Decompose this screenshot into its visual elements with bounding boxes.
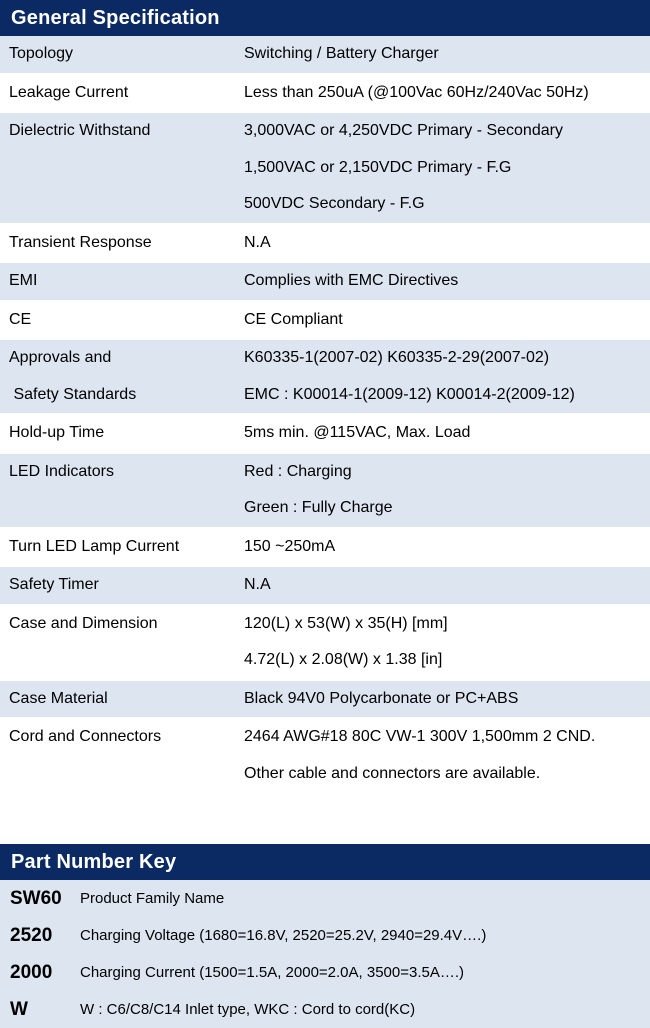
- spec-row: [0, 225, 650, 264]
- spec-values: [236, 113, 650, 223]
- spec-value-line: 120(L) x 53(W) x 35(H) [mm]: [244, 614, 448, 632]
- spec-row: [0, 681, 650, 720]
- spec-label: [0, 415, 236, 452]
- spec-value-line: 150 ~250mA: [244, 537, 336, 555]
- spec-row: [0, 340, 650, 415]
- spec-value-line: 2464 AWG#18 80C VW-1 300V 1,500mm 2 CND.: [244, 728, 596, 745]
- spec-value-line: Switching / Battery Charger: [244, 45, 439, 62]
- spec-value-line: Less than 250uA (@100Vac 60Hz/240Vac 50Hz): [244, 83, 589, 101]
- part-number-row: [0, 954, 650, 991]
- spec-label: [0, 340, 236, 413]
- part-number-code: W: [10, 998, 28, 1020]
- spec-value-line: K60335-1(2007-02) K60335-2-29(2007-02): [244, 349, 550, 366]
- spec-value-line: 500VDC Secondary - F.G: [244, 195, 425, 212]
- part-number-row: [0, 991, 650, 1028]
- part-number-row: [0, 917, 650, 954]
- spec-label-line: Turn LED Lamp Current: [9, 537, 180, 555]
- spec-label: [0, 302, 236, 339]
- spec-value-line: 5ms min. @115VAC, Max. Load: [244, 424, 471, 441]
- part-number-key-section: [0, 844, 650, 1028]
- spec-label: [0, 681, 236, 718]
- spec-row: [0, 454, 650, 529]
- general-specification-header: General Specification: [0, 0, 650, 36]
- spec-values: [236, 454, 650, 527]
- spec-row: [0, 606, 650, 681]
- spec-label-line: CE: [9, 310, 32, 328]
- spec-values: [236, 75, 650, 112]
- spec-label-line: Hold-up Time: [9, 424, 105, 441]
- spec-row: [0, 415, 650, 454]
- spec-row: [0, 113, 650, 225]
- spec-label-line: Leakage Current: [9, 83, 129, 101]
- part-number-key-table: [0, 880, 650, 1028]
- spec-value-line: 1,500VAC or 2,150VDC Primary - F.G: [244, 158, 512, 176]
- spec-value-line: CE Compliant: [244, 310, 343, 328]
- spec-values: [236, 606, 650, 679]
- spec-value-line: N.A: [244, 233, 271, 251]
- spec-label: [0, 36, 236, 73]
- spec-value-line: 3,000VAC or 4,250VDC Primary - Secondary: [244, 122, 563, 139]
- spec-value-line: Red : Charging: [244, 462, 352, 480]
- spec-label: [0, 225, 236, 262]
- part-number-description: Charging Current (1500=1.5A, 2000=2.0A, 3500=3.5A….): [80, 964, 465, 981]
- spec-label-line: Safety Timer: [9, 576, 99, 593]
- spec-label: [0, 719, 236, 792]
- part-number-code: 2520: [10, 924, 53, 946]
- spec-label-line: Transient Response: [9, 233, 152, 251]
- spec-values: [236, 302, 650, 339]
- spec-row: [0, 719, 650, 794]
- part-number-row: [0, 880, 650, 917]
- spec-row: [0, 529, 650, 568]
- spec-row: [0, 567, 650, 606]
- spec-value-line: Green : Fully Charge: [244, 499, 393, 516]
- spec-label-line: Dielectric Withstand: [9, 122, 151, 139]
- spec-label: [0, 75, 236, 112]
- part-number-code: SW60: [10, 887, 62, 909]
- spec-value-line: N.A: [244, 576, 271, 593]
- part-number-description: Product Family Name: [80, 890, 225, 907]
- spec-values: [236, 340, 650, 413]
- part-number-key-header: Part Number Key: [0, 844, 650, 880]
- spec-label: [0, 113, 236, 223]
- spec-values: [236, 719, 650, 792]
- spec-values: [236, 225, 650, 262]
- spec-value-line: 4.72(L) x 2.08(W) x 1.38 [in]: [244, 651, 443, 668]
- spec-row: [0, 36, 650, 75]
- spec-values: [236, 36, 650, 73]
- spec-label-line: Approvals and: [9, 349, 112, 366]
- spec-values: [236, 529, 650, 566]
- spec-value-line: EMC : K00014-1(2009-12) K00014-2(2009-12): [244, 385, 575, 403]
- part-number-description: Charging Voltage (1680=16.8V, 2520=25.2V, 2940=29.4V….): [80, 927, 487, 944]
- part-number-description: W : C6/C8/C14 Inlet type, WKC : Cord to cord(KC): [80, 1001, 416, 1018]
- spec-values: [236, 263, 650, 300]
- spec-values: [236, 415, 650, 452]
- spec-label-line: EMI: [9, 272, 38, 289]
- spec-row: [0, 302, 650, 341]
- spec-label: [0, 529, 236, 566]
- spec-value-line: Black 94V0 Polycarbonate or PC+ABS: [244, 689, 519, 707]
- spec-label: [0, 567, 236, 604]
- spec-label: [0, 606, 236, 679]
- spec-values: [236, 567, 650, 604]
- section-gap: [0, 794, 650, 844]
- spec-label-line: Cord and Connectors: [9, 728, 162, 745]
- spec-label-line: Case and Dimension: [9, 614, 158, 632]
- spec-value-line: Complies with EMC Directives: [244, 272, 459, 289]
- spec-label: [0, 454, 236, 527]
- spec-label-line: Topology: [9, 45, 74, 62]
- spec-row: [0, 263, 650, 302]
- part-number-code: 2000: [10, 961, 53, 983]
- spec-value-line: Other cable and connectors are available.: [244, 764, 541, 782]
- spec-label-line: Safety Standards: [9, 385, 137, 403]
- spec-row: [0, 75, 650, 114]
- spec-label-line: LED Indicators: [9, 462, 114, 480]
- spec-label-line: Case Material: [9, 689, 108, 707]
- spec-label: [0, 263, 236, 300]
- specification-table: [0, 36, 650, 794]
- spec-values: [236, 681, 650, 718]
